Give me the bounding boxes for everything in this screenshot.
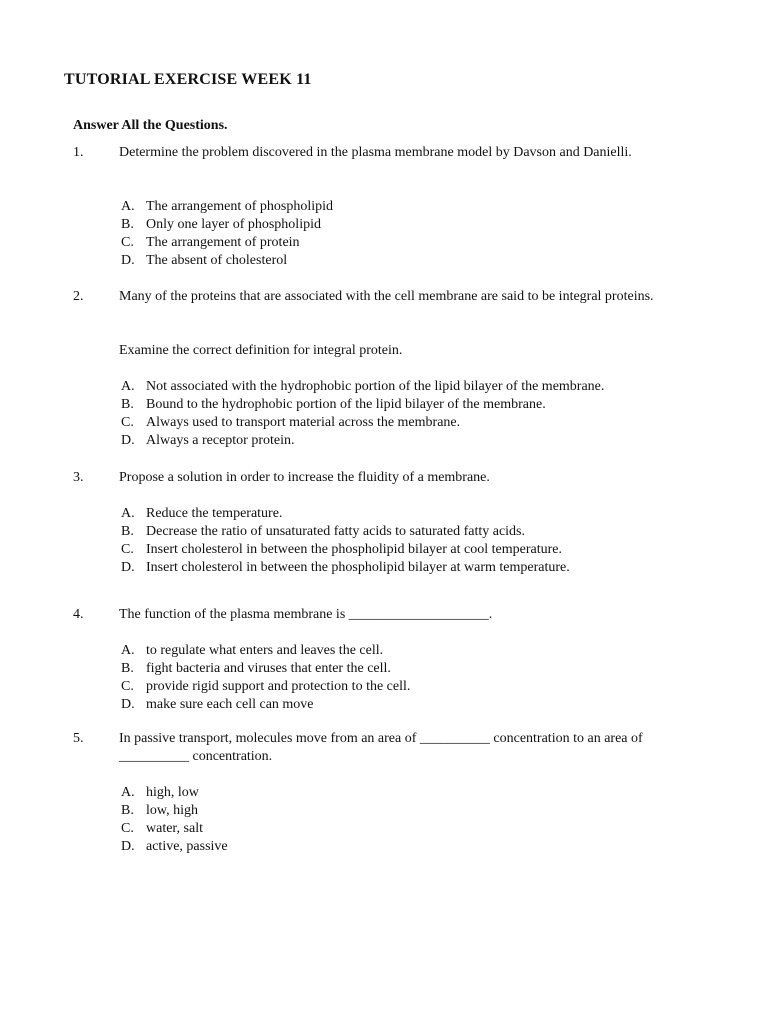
option-b	[119, 660, 664, 678]
option-d	[119, 252, 664, 270]
option-text: Always a receptor protein.	[146, 433, 295, 448]
option-letter: A.	[121, 643, 135, 658]
option-a	[119, 505, 664, 523]
question-text: The function of the plasma membrane is ____________________.	[119, 607, 493, 622]
option-b	[119, 396, 664, 414]
option-text: Reduce the temperature.	[146, 506, 283, 521]
option-letter: A.	[121, 379, 135, 394]
option-letter: B.	[121, 217, 134, 232]
option-text: Insert cholesterol in between the phospholipid bilayer at cool temperature.	[146, 542, 562, 557]
option-c	[119, 414, 664, 432]
option-b	[119, 523, 664, 541]
option-text: The arrangement of phospholipid	[146, 199, 334, 214]
options-list	[119, 642, 664, 713]
option-letter: D.	[121, 433, 135, 448]
option-text: active, passive	[146, 839, 228, 854]
option-a	[119, 642, 664, 660]
option-text: Always used to transport material across the membrane.	[146, 415, 461, 430]
option-text: to regulate what enters and leaves the cell.	[146, 643, 384, 658]
options-list	[119, 378, 664, 450]
options-list	[119, 198, 664, 270]
option-text: high, low	[146, 785, 199, 800]
option-letter: B.	[121, 661, 134, 676]
question-text: Many of the proteins that are associated with the cell membrane are said to be integral proteins.	[119, 289, 654, 304]
option-letter: D.	[121, 253, 135, 268]
option-letter: A.	[121, 506, 135, 521]
option-a	[119, 378, 664, 396]
option-letter: B.	[121, 397, 134, 412]
question-subtext: Examine the correct definition for integral protein.	[119, 343, 403, 358]
option-text: The arrangement of protein	[146, 235, 300, 250]
option-text: Decrease the ratio of unsaturated fatty acids to saturated fatty acids.	[146, 524, 526, 539]
option-c	[119, 820, 664, 838]
option-letter: C.	[121, 679, 134, 694]
option-text: Bound to the hydrophobic portion of the lipid bilayer of the membrane.	[146, 397, 546, 412]
option-b	[119, 216, 664, 234]
option-letter: D.	[121, 560, 135, 575]
document-title: TUTORIAL EXERCISE WEEK 11	[64, 71, 312, 88]
option-letter: D.	[121, 697, 135, 712]
option-letter: C.	[121, 235, 134, 250]
option-text: water, salt	[146, 821, 203, 836]
option-c	[119, 234, 664, 252]
option-d	[119, 559, 664, 577]
option-letter: C.	[121, 415, 134, 430]
option-d	[119, 696, 664, 713]
instructions-heading: Answer All the Questions.	[73, 118, 228, 133]
option-text: low, high	[146, 803, 198, 818]
question-text: Determine the problem discovered in the plasma membrane model by Davson and Danielli.	[119, 145, 632, 160]
option-letter: C.	[121, 821, 134, 836]
option-letter: D.	[121, 839, 135, 854]
question-text: In passive transport, molecules move from an area of __________ concentration to an area of __________ concentration.	[119, 731, 643, 764]
question-number: 1.	[73, 145, 84, 160]
question-number: 4.	[73, 607, 84, 622]
options-list	[119, 505, 664, 577]
option-text: The absent of cholesterol	[146, 253, 288, 268]
option-d	[119, 432, 664, 450]
option-letter: B.	[121, 803, 134, 818]
option-c	[119, 678, 664, 696]
option-a	[119, 198, 664, 216]
option-text: make sure each cell can move	[146, 697, 314, 712]
question-number: 5.	[73, 731, 84, 746]
question-number: 3.	[73, 470, 84, 485]
option-letter: B.	[121, 524, 134, 539]
option-letter: C.	[121, 542, 134, 557]
option-d	[119, 838, 664, 856]
options-list	[119, 784, 664, 856]
option-text: provide rigid support and protection to the cell.	[146, 679, 411, 694]
option-letter: A.	[121, 785, 135, 800]
option-b	[119, 802, 664, 820]
option-a	[119, 784, 664, 802]
option-letter: A.	[121, 199, 135, 214]
option-c	[119, 541, 664, 559]
question-number: 2.	[73, 289, 84, 304]
option-text: Only one layer of phospholipid	[146, 217, 321, 232]
question-text: Propose a solution in order to increase the fluidity of a membrane.	[119, 470, 490, 485]
option-text: Insert cholesterol in between the phospholipid bilayer at warm temperature.	[146, 560, 570, 575]
option-text: Not associated with the hydrophobic portion of the lipid bilayer of the membrane.	[146, 379, 605, 394]
option-text: fight bacteria and viruses that enter the cell.	[146, 661, 391, 676]
